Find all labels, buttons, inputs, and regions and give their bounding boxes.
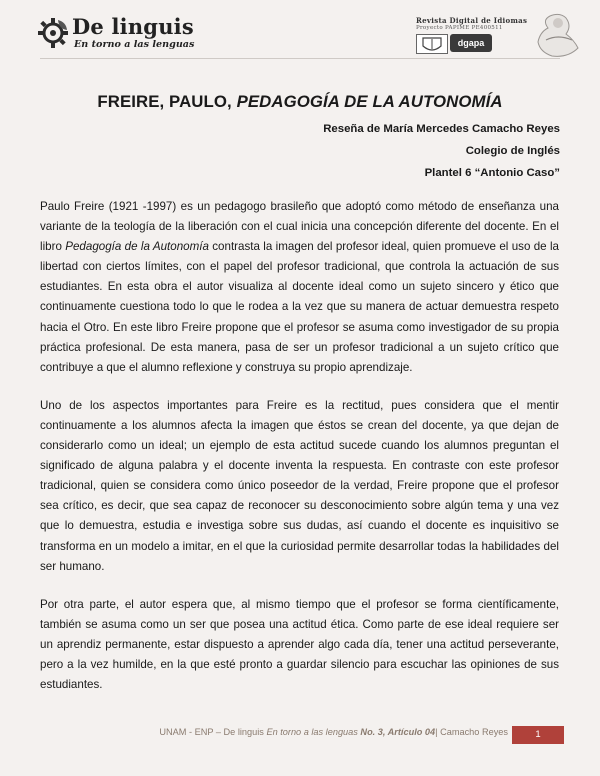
footer-journal: En torno a las lenguas: [266, 727, 358, 737]
journal-logo: [36, 14, 206, 54]
reading-figure-icon: [530, 10, 588, 62]
campus: Plantel 6 “Antonio Caso”: [424, 167, 560, 179]
department: Colegio de Inglés: [465, 145, 560, 157]
header-institution-block: [410, 16, 588, 56]
header-divider: [40, 58, 560, 59]
title-author: FREIRE, PAULO,: [97, 92, 237, 111]
journal-brand: De linguis: [72, 14, 194, 39]
page-footer: [0, 726, 600, 744]
journal-tagline: En torno a las lenguas: [74, 39, 195, 50]
title-book: PEDAGOGÍA DE LA AUTONOMÍA: [236, 92, 503, 111]
paragraph-1: [40, 197, 559, 378]
partner-logo: dgapa: [450, 34, 492, 52]
unam-crest-icon: [416, 34, 448, 54]
review-body: [40, 197, 559, 713]
footer-issue: No. 3, Artículo 04: [357, 727, 436, 737]
paragraph-1-part-b: contrasta la imagen del profesor ideal, quien promueve el uso de la libertad con ciertos límites, con el papel del profesor tradicional, que controla la actuación de sus estudiantes. En esta obra el autor visualiza al docente ideal como un sujeto sincero y ético que continuamente cuestiona todo lo que le rodea a la vez que su manera de actuar demuestra respeto hacia el Otro. En este libro Freire propone que el profesor se asuma como investigador de su propia práctica profesional. De esta manera, pasa de ser un profesor tradicional a un sujeto crítico que contribuye a que el alumno reflexione y construya su propio aprendizaje.: [40, 240, 559, 374]
footer-prefix: UNAM - ENP – De linguis: [159, 727, 267, 737]
paragraph-1-part-a: Paulo Freire (1921 -1997) es un pedagogo brasileño que adoptó como método de enseñanza una variante de la teología de la liberación con el cual inicia una concepción diferente del docente. En el libro: [40, 200, 559, 254]
paragraph-3: Por otra parte, el autor espera que, al mismo tiempo que el profesor se forma científicamente, también se asuma como un ser que posea una actitud ética. Como parte de ese ideal requiere ser un aprendiz permanente, estar dispuesto a aprender algo cada día, tener una actitud perseverante, pero a la vez humilde, en la que esté pronto a guardar silencio para escuchar las opiniones de sus estudiantes.: [40, 597, 559, 692]
journal-label: Revista Digital de Idiomas: [416, 16, 528, 25]
page-number: 1: [512, 726, 564, 744]
gear-leaf-logo-icon: [36, 16, 70, 50]
byline: [323, 118, 560, 184]
paragraph-2: Uno de los aspectos importantes para Freire es la rectitud, pues considera que el mentir continuamente a los alumnos afecta la imagen que éstos se crean del docente, ya que dejan de considerarlo como un ideal; un ejemplo de esta actitud sucede cuando los alumnos preguntan el significado de alguna palabra y el docente inventa la respuesta. En contraste con este profesor tradicional, quien se considera como único poseedor de la verdad, Freire propone que el profesor sea crítico, es decir, que sea capaz de reconocer su desconocimiento sobre algún tema y una vez que lo demuestra, estudia e investiga sobre sus dudas, así cuando el docente es inquisitivo se transforma en un modelo a imitar, en el que la curiosidad permite desarrollar todas la habilidades del ser humano.: [40, 398, 559, 573]
footer-citation: [159, 727, 508, 737]
footer-author: | Camacho Reyes: [435, 727, 508, 737]
page-title: [0, 92, 600, 112]
book-title-inline: Pedagogía de la Autonomía: [65, 240, 209, 254]
project-label: Proyecto PAPIME PE400511: [416, 25, 503, 31]
review-author: Reseña de María Mercedes Camacho Reyes: [323, 123, 560, 135]
